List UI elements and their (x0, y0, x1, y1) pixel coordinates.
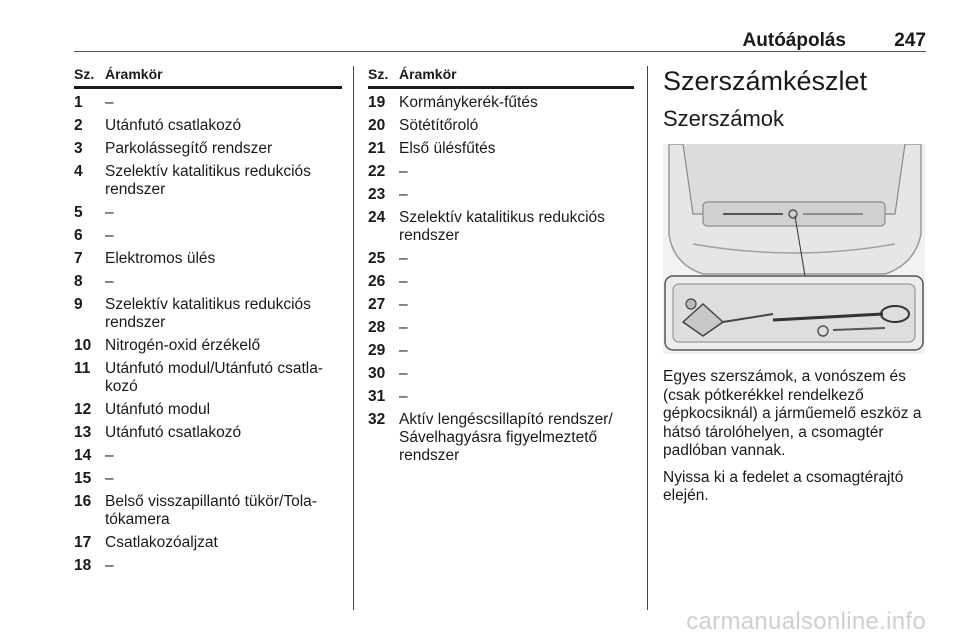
paragraph: Egyes szerszámok, a vonószem és (csak pótkerékkel rendelkező gépkocsiknál) a járműemelő eszköz a hátsó tárolóhelyen, a csomagtér padlóban vannak. (663, 368, 922, 459)
table-row (74, 424, 342, 442)
table-header-num: Sz. (74, 66, 95, 82)
column-divider (353, 66, 354, 610)
circuit-name: – (399, 296, 408, 313)
circuit-name: Belső visszapillantó tükör/Tola-tókamera (105, 493, 317, 528)
table-body (74, 94, 342, 575)
table-row (74, 227, 342, 245)
fuse-number: 19 (368, 94, 386, 111)
fuse-number: 16 (74, 493, 92, 510)
table-header (368, 66, 634, 86)
circuit-name: Kormánykerék-fűtés (399, 94, 538, 111)
tools-section (663, 66, 927, 506)
circuit-name: – (399, 273, 408, 290)
column-divider (647, 66, 648, 610)
fuse-number: 22 (368, 163, 386, 180)
fuse-number: 29 (368, 342, 386, 359)
table-row (368, 296, 634, 314)
table-row (74, 94, 342, 112)
circuit-name: Csatlakozóaljzat (105, 534, 218, 551)
fuse-number: 8 (74, 273, 83, 290)
table-header (74, 66, 342, 86)
fuse-number: 21 (368, 140, 386, 157)
tool-kit-illustration (663, 144, 925, 354)
fuse-number: 28 (368, 319, 386, 336)
table-row (74, 140, 342, 158)
circuit-name: Utánfutó csatlakozó (105, 117, 242, 134)
circuit-name: – (105, 273, 114, 290)
fuse-number: 27 (368, 296, 386, 313)
fuse-number: 12 (74, 401, 92, 418)
table-row (368, 365, 634, 383)
fuse-number: 7 (74, 250, 83, 267)
watermark: carmanualsonline.info (686, 608, 926, 635)
circuit-name: Szelektív katalitikus redukciós rendszer (105, 163, 311, 198)
circuit-name: – (105, 447, 114, 464)
table-row (368, 186, 634, 204)
table-row (368, 342, 634, 360)
fuse-number: 9 (74, 296, 83, 313)
fuse-number: 14 (74, 447, 92, 464)
table-row (368, 117, 634, 135)
circuit-name: Parkolássegítő rendszer (105, 140, 273, 157)
table-row (368, 94, 634, 112)
circuit-name: – (399, 250, 408, 267)
table-row (74, 117, 342, 135)
table-row (368, 140, 634, 158)
table-row (74, 204, 342, 222)
table-row (74, 447, 342, 465)
fuse-number: 11 (74, 360, 91, 377)
table-row (368, 163, 634, 181)
header-rule (74, 51, 926, 52)
circuit-name: – (105, 94, 114, 111)
circuit-name: Elektromos ülés (105, 250, 216, 267)
page-header (74, 28, 926, 52)
circuit-name: Szelektív katalitikus redukciós rendszer (399, 209, 605, 244)
section-title: Szerszámkészlet (663, 66, 868, 96)
paragraph: Nyissa ki a fedelet a csomagtérajtó elején. (663, 468, 904, 504)
table-header-label: Áramkör (105, 66, 163, 82)
table-row (368, 250, 634, 268)
table-row (368, 388, 634, 406)
circuit-name: Nitrogén-oxid érzékelő (105, 337, 261, 354)
circuit-name: Szelektív katalitikus redukciós rendszer (105, 296, 311, 331)
circuit-name: – (399, 388, 408, 405)
fuse-number: 23 (368, 186, 386, 203)
circuit-name: – (399, 342, 408, 359)
table-row (74, 273, 342, 291)
circuit-name: – (399, 319, 408, 336)
table-row (74, 296, 342, 332)
fuse-number: 10 (74, 337, 92, 354)
table-row (74, 163, 342, 199)
fuse-number: 25 (368, 250, 386, 267)
circuit-name: – (105, 204, 114, 221)
table-row (368, 273, 634, 291)
circuit-name: – (105, 227, 114, 244)
table-body (368, 94, 634, 465)
table-header-num: Sz. (368, 66, 389, 82)
fuse-number: 6 (74, 227, 83, 244)
fuse-number: 24 (368, 209, 386, 226)
circuit-name: – (105, 557, 114, 574)
table-row (74, 360, 342, 396)
table-row (74, 493, 342, 529)
fuse-number: 20 (368, 117, 386, 134)
circuit-name: Sötétítőroló (399, 117, 479, 134)
table-header-rule (74, 86, 342, 89)
table-header-rule (368, 86, 634, 89)
circuit-name: – (399, 163, 408, 180)
table-row (74, 470, 342, 488)
fuse-number: 15 (74, 470, 92, 487)
page-number: 247 (894, 30, 926, 51)
fuse-number: 18 (74, 557, 92, 574)
fuse-number: 3 (74, 140, 83, 157)
circuit-name: – (399, 186, 408, 203)
fuse-number: 2 (74, 117, 83, 134)
fuse-number: 32 (368, 411, 386, 428)
table-row (74, 534, 342, 552)
fuse-number: 17 (74, 534, 92, 551)
circuit-name: Utánfutó csatlakozó (105, 424, 242, 441)
table-row (74, 337, 342, 355)
table-row (368, 209, 634, 245)
fuse-number: 4 (74, 163, 83, 180)
circuit-name: Utánfutó modul (105, 401, 211, 418)
fuse-number: 1 (74, 94, 83, 111)
fuse-number: 31 (368, 388, 386, 405)
table-header-label: Áramkör (399, 66, 457, 82)
circuit-name: – (399, 365, 408, 382)
table-row (368, 319, 634, 337)
section-subtitle: Szerszámok (663, 106, 785, 131)
circuit-name: Első ülésfűtés (399, 140, 496, 157)
fuse-number: 30 (368, 365, 386, 382)
fuse-table-right (368, 66, 634, 470)
header-title: Autóápolás (742, 30, 846, 51)
table-row (74, 250, 342, 268)
circuit-name: Aktív lengéscsillapító rendszer/ Sávelhagyásra figyelmeztető rendszer (399, 411, 613, 464)
table-row (74, 557, 342, 575)
circuit-name: – (105, 470, 114, 487)
circuit-name: Utánfutó modul/Utánfutó csatla-kozó (105, 360, 323, 395)
fuse-table-left (74, 66, 342, 580)
table-row (368, 411, 634, 465)
fuse-number: 5 (74, 204, 83, 221)
fuse-number: 13 (74, 424, 92, 441)
table-row (74, 401, 342, 419)
fuse-number: 26 (368, 273, 386, 290)
